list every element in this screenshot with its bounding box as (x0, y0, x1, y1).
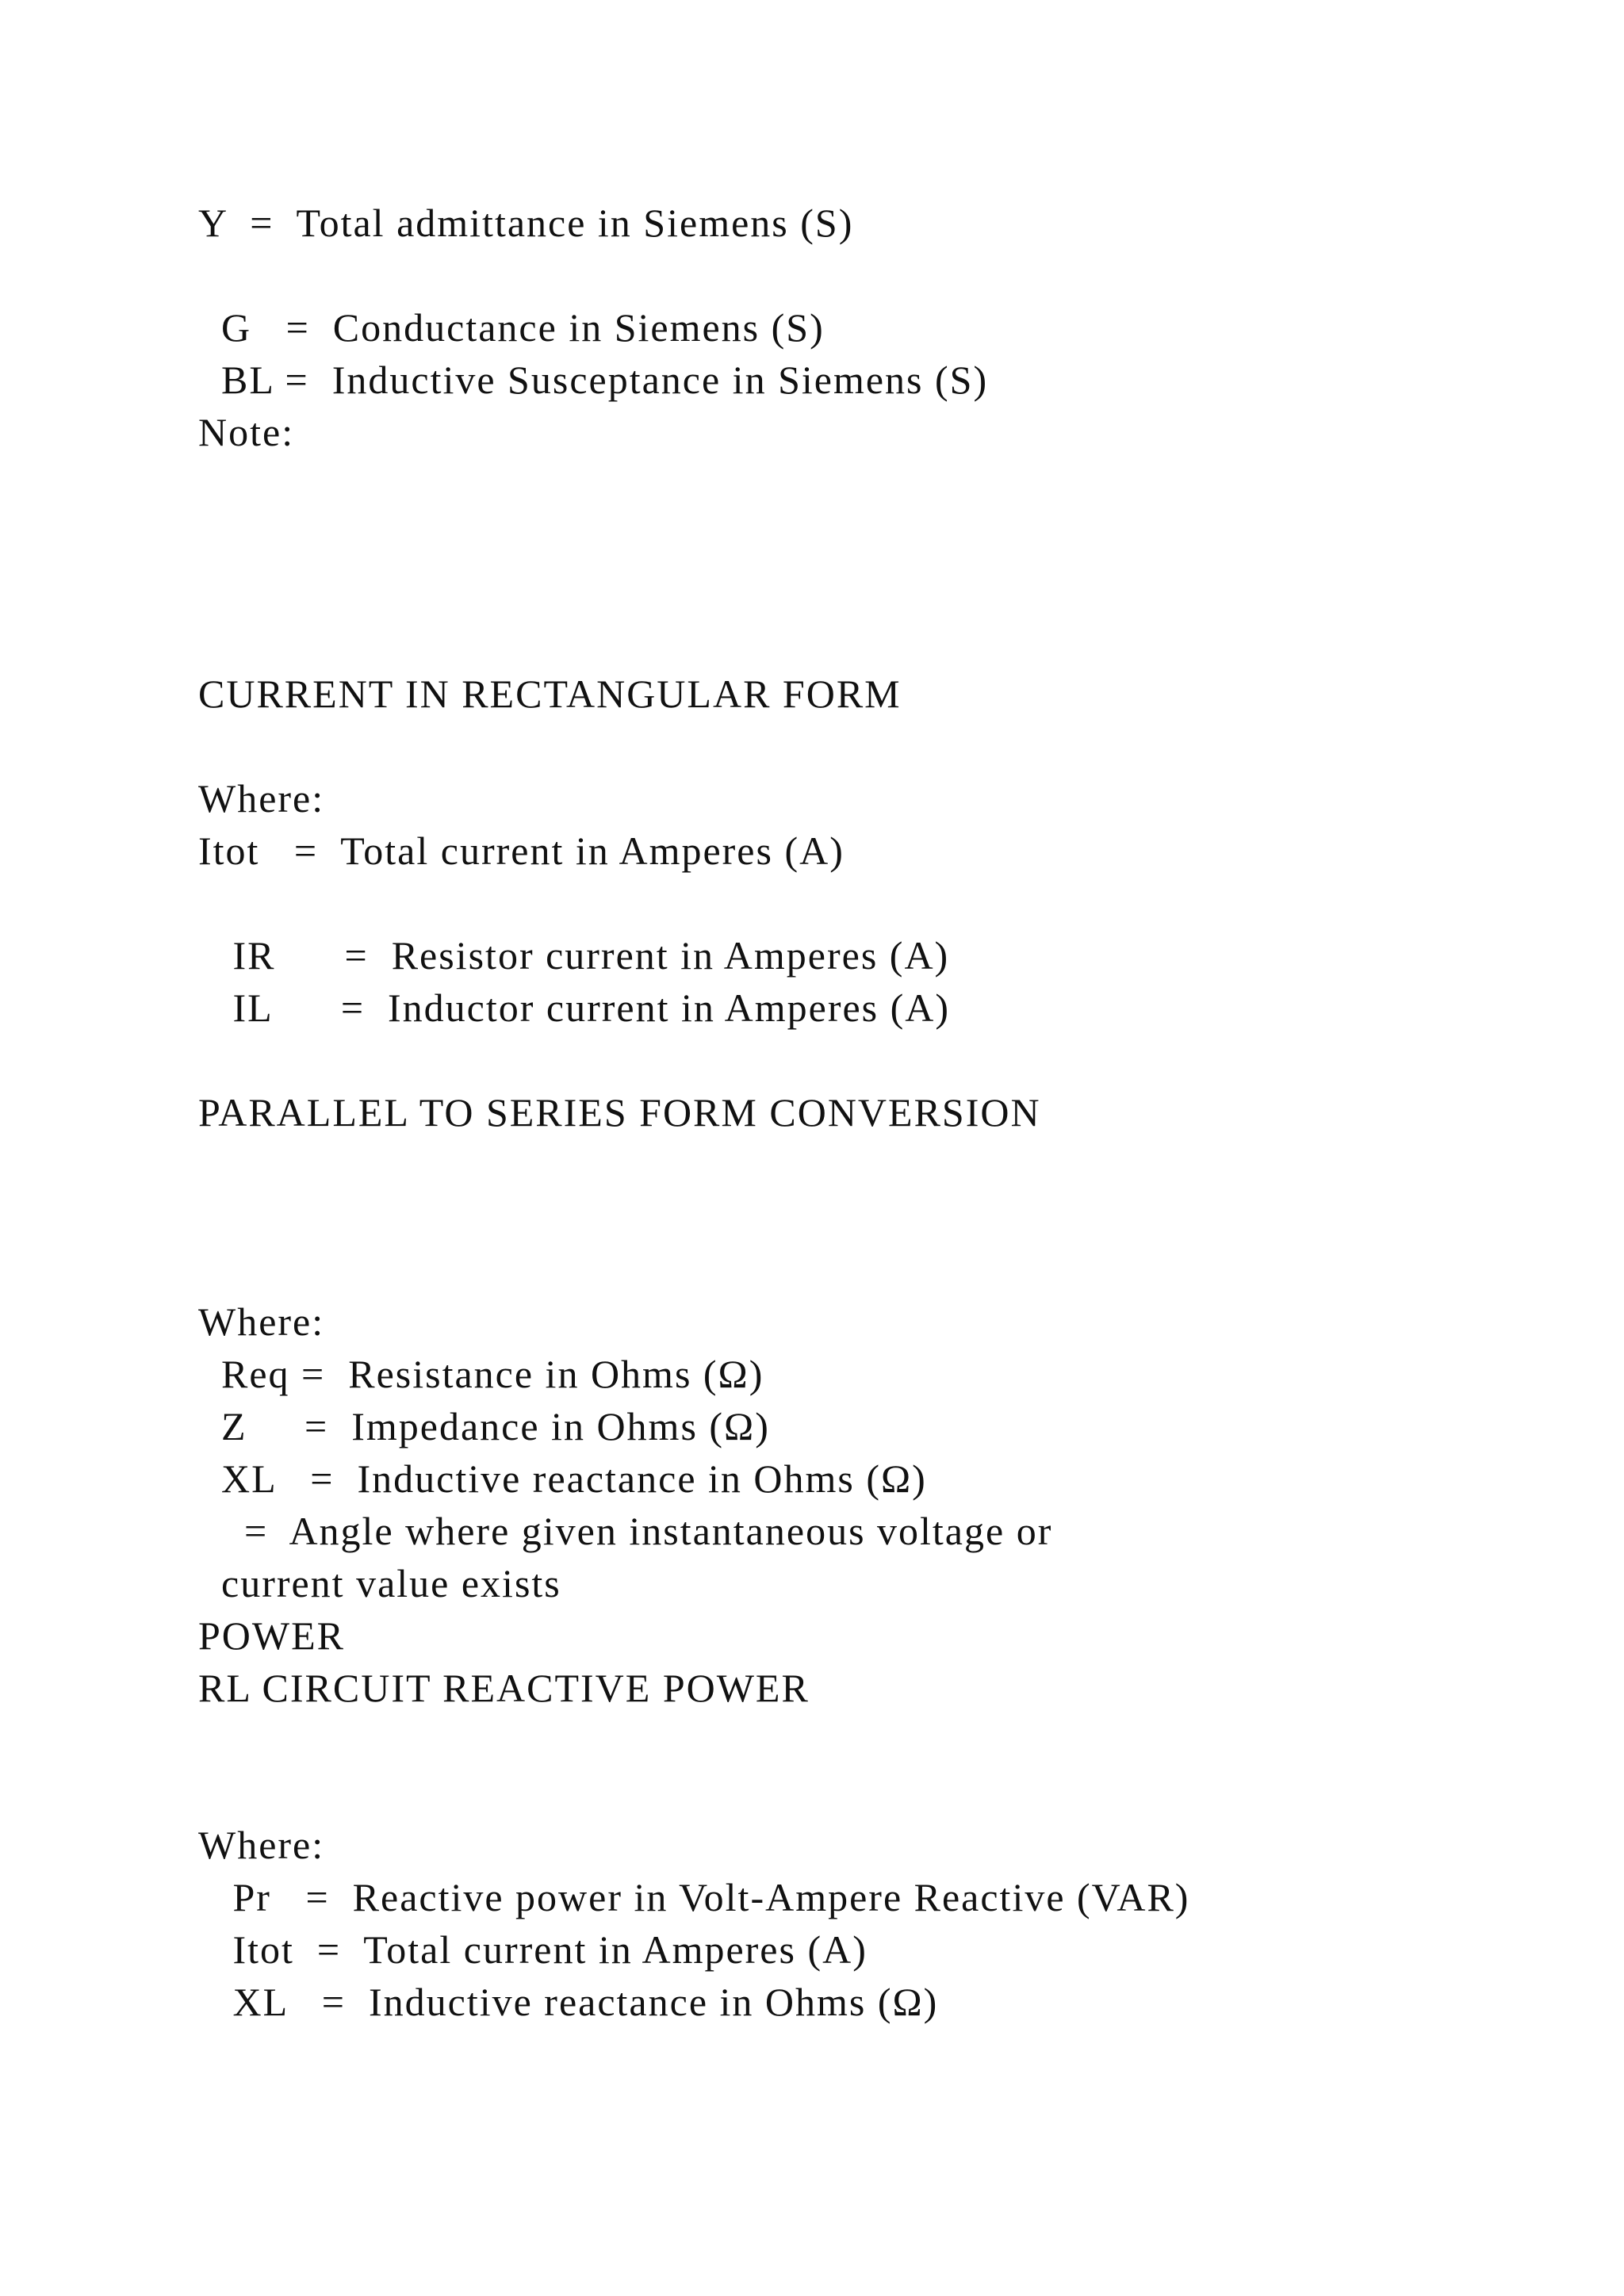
susceptance-definition: BL = Inductive Susceptance in Siemens (S) (198, 358, 989, 402)
where-label: Where: (198, 1299, 325, 1344)
where-label: Where: (198, 776, 325, 821)
section-heading-parallel-series: PARALLEL TO SERIES FORM CONVERSION (198, 1090, 1041, 1135)
inductor-current-definition: IL = Inductor current in Amperes (A) (198, 985, 951, 1030)
where-label: Where: (198, 1823, 325, 1867)
angle-definition-continued: current value exists (198, 1561, 561, 1605)
inductive-reactance-definition: XL = Inductive reactance in Ohms (Ω) (198, 1980, 939, 2024)
section-heading-current-rectangular: CURRENT IN RECTANGULAR FORM (198, 672, 902, 716)
resistance-definition: Req = Resistance in Ohms (Ω) (198, 1352, 764, 1396)
total-current-definition: Itot = Total current in Amperes (A) (198, 1927, 868, 1972)
inductive-reactance-definition: XL = Inductive reactance in Ohms (Ω) (198, 1456, 927, 1501)
conductance-definition: G = Conductance in Siemens (S) (198, 305, 825, 350)
section-heading-power: POWER (198, 1613, 345, 1658)
resistor-current-definition: IR = Resistor current in Amperes (A) (198, 933, 950, 978)
impedance-definition: Z = Impedance in Ohms (Ω) (198, 1404, 770, 1448)
total-current-definition: Itot = Total current in Amperes (A) (198, 828, 845, 873)
section-heading-reactive-power: RL CIRCUIT REACTIVE POWER (198, 1666, 810, 1710)
note-label: Note: (198, 410, 295, 454)
reactive-power-definition: Pr = Reactive power in Volt-Ampere Reactive (VAR) (198, 1875, 1190, 1919)
admittance-definition: Y = Total admittance in Siemens (S) (198, 201, 854, 245)
angle-definition: = Angle where given instantaneous voltage or (198, 1509, 1053, 1553)
